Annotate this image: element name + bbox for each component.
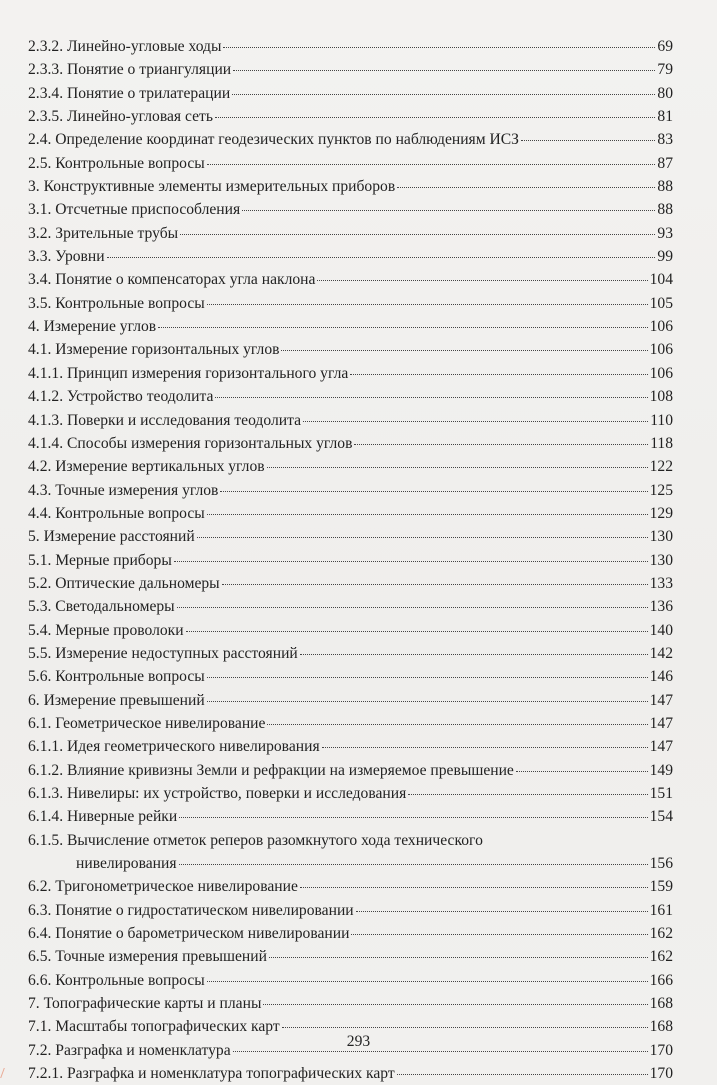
- toc-entry: [28, 362, 673, 385]
- toc-entry-title: 4.2. Измерение вертикальных углов: [28, 458, 265, 476]
- dot-leader: [222, 584, 648, 585]
- toc-entry-title: 5.4. Мерные проволоки: [28, 621, 184, 639]
- toc-entry-page: 83: [657, 131, 673, 149]
- toc-entry: [28, 969, 673, 992]
- toc-entry: [28, 549, 673, 572]
- toc-entry-page: 162: [649, 948, 673, 966]
- corner-mark: [0, 1068, 15, 1078]
- toc-entry: [28, 58, 673, 81]
- dot-leader: [215, 397, 647, 398]
- toc-entry-title: 2.3.2. Линейно-угловые ходы: [28, 38, 222, 55]
- toc-entry: [28, 128, 673, 151]
- toc-entry-title-line2: нивелирования: [76, 855, 177, 873]
- toc-entry-title: 4.3. Точные измерения углов: [28, 481, 219, 499]
- toc-entry-title: 5.6. Контрольные вопросы: [28, 668, 205, 686]
- toc-entry: [28, 945, 673, 968]
- toc-entry: [28, 175, 673, 198]
- toc-entry-title: 5. Измерение расстояний: [28, 528, 195, 546]
- toc-entry: [28, 875, 673, 898]
- dot-leader: [242, 210, 655, 211]
- dot-leader: [179, 864, 648, 865]
- toc-entry-page: 81: [657, 108, 673, 126]
- toc-entry: [28, 82, 673, 105]
- dot-leader: [207, 514, 648, 515]
- toc-entry-page: 168: [649, 1018, 673, 1036]
- dot-leader: [107, 257, 656, 258]
- toc-entry-page: 87: [657, 154, 673, 172]
- toc-entry-title: 5.2. Оптические дальномеры: [28, 574, 220, 592]
- toc-entry: [28, 595, 673, 618]
- toc-entry-page: 129: [649, 504, 673, 522]
- dot-leader: [215, 117, 655, 118]
- toc-entry-page: 170: [649, 1041, 673, 1059]
- dot-leader: [281, 350, 647, 351]
- toc-entry-title: 3. Конструктивные элементы измерительных приборов: [28, 178, 396, 196]
- dot-leader: [158, 327, 647, 328]
- toc-entry: [28, 432, 673, 455]
- dot-leader: [267, 467, 648, 468]
- toc-entry-page: 147: [649, 714, 673, 732]
- toc-entry-page: 105: [649, 294, 673, 312]
- toc-entry-title: 6.1.4. Ниверные рейки: [28, 808, 178, 826]
- toc-entry-page: 106: [649, 318, 673, 336]
- toc-entry-title: 6.1.1. Идея геометрического нивелирования: [28, 738, 320, 756]
- dot-leader: [207, 701, 648, 702]
- toc-entry-page: 93: [657, 224, 673, 242]
- toc-entry: [28, 455, 673, 478]
- toc-entry-title: 7.1. Масштабы топографических карт: [28, 1018, 280, 1036]
- toc-entry-title: 2.4. Определение координат геодезических пунктов по наблюдениям ИСЗ: [28, 131, 519, 149]
- dot-leader: [186, 631, 648, 632]
- toc-entry-title: 6.1.3. Нивелиры: их устройство, поверки и исследования: [28, 785, 407, 802]
- toc-entry-page: 156: [649, 855, 673, 873]
- toc-entry-page: 118: [650, 434, 673, 452]
- toc-entry: [28, 572, 673, 595]
- dot-leader: [233, 70, 655, 71]
- toc-entry-title: 6. Измерение превышений: [28, 691, 205, 709]
- dot-leader: [207, 164, 656, 165]
- toc-entry: [28, 759, 673, 782]
- toc-entry: [28, 525, 673, 548]
- toc-entry-page: 79: [657, 61, 673, 79]
- toc-entry-page: 69: [657, 38, 673, 55]
- dot-leader: [177, 607, 648, 608]
- toc-entry-title: 2.3.5. Линейно-угловая сеть: [28, 108, 213, 126]
- toc-entry-page: 104: [649, 271, 673, 289]
- toc-entry-page: 159: [649, 878, 673, 896]
- toc-entry: [28, 642, 673, 665]
- toc-entry-page: 149: [649, 761, 673, 779]
- toc-entry-page: 168: [649, 995, 673, 1013]
- toc-entry-page: 146: [649, 668, 673, 686]
- toc-entry: [28, 222, 673, 245]
- toc-entry-title: 2.5. Контрольные вопросы: [28, 154, 205, 172]
- dot-leader: [317, 280, 647, 281]
- toc-entry-page: 154: [649, 808, 673, 826]
- toc-entry: [28, 315, 673, 338]
- dot-leader: [197, 537, 648, 538]
- dot-leader: [223, 47, 655, 48]
- toc-entry-title: 6.6. Контрольные вопросы: [28, 971, 205, 989]
- toc-entry-page: 151: [649, 785, 673, 802]
- toc-entry-title: 4.1.3. Поверки и исследования теодолита: [28, 411, 302, 429]
- toc-entry: [28, 105, 673, 128]
- toc-entry-title: 3.5. Контрольные вопросы: [28, 294, 205, 312]
- dot-leader: [174, 561, 648, 562]
- dot-leader: [351, 934, 647, 935]
- toc-entry: [28, 409, 673, 432]
- toc-entry-title: 7.2.1. Разграфка и номенклатура топографических карт: [28, 1065, 395, 1083]
- toc-entry: [28, 689, 673, 712]
- dot-leader: [300, 654, 648, 655]
- dot-leader: [179, 817, 647, 818]
- dot-leader: [521, 140, 655, 141]
- toc-entry: [28, 619, 673, 642]
- toc-entry-page: 88: [657, 178, 673, 196]
- dot-leader: [232, 94, 655, 95]
- dot-leader: [220, 491, 647, 492]
- toc-entry-page: 106: [649, 341, 673, 359]
- toc-entry: [28, 152, 673, 175]
- toc-entry-title: 4.1. Измерение горизонтальных углов: [28, 341, 280, 359]
- toc-entry-title: 3.4. Понятие о компенсаторах угла наклона: [28, 271, 316, 289]
- toc-entry: [28, 782, 673, 805]
- toc-entry-title: 6.2. Тригонометрическое нивелирование: [28, 878, 298, 896]
- toc-entry: [28, 992, 673, 1015]
- dot-leader: [516, 771, 648, 772]
- toc-entry-title: 4. Измерение углов: [28, 318, 157, 336]
- toc-entry-title: 6.1.2. Влияние кривизны Земли и рефракции на измеряемое превышение: [28, 761, 514, 779]
- toc-entry: [28, 665, 673, 688]
- dot-leader: [180, 234, 655, 235]
- toc-entry-page: 147: [649, 691, 673, 709]
- toc-entry-title: 3.3. Уровни: [28, 248, 105, 266]
- toc-entry-wrapped: [28, 829, 673, 876]
- toc-entry-page: 170: [649, 1065, 673, 1083]
- table-of-contents: [28, 35, 673, 1085]
- toc-entry-title: 3.2. Зрительные трубы: [28, 224, 179, 242]
- dot-leader: [267, 724, 647, 725]
- toc-entry-title: 3.1. Отсчетные приспособления: [28, 201, 241, 219]
- toc-entry: [28, 922, 673, 945]
- dot-leader: [303, 421, 648, 422]
- dot-leader: [356, 911, 648, 912]
- toc-entry-title: 4.1.2. Устройство теодолита: [28, 388, 214, 406]
- toc-entry-page: 99: [657, 248, 673, 266]
- toc-entry: [28, 805, 673, 828]
- toc-entry-title: 7.2. Разграфка и номенклатура: [28, 1041, 231, 1059]
- toc-entry: [28, 268, 673, 291]
- toc-entry-title: 6.4. Понятие о барометрическом нивелировании: [28, 925, 350, 943]
- toc-entry: [28, 502, 673, 525]
- toc-entry: [28, 1062, 673, 1085]
- toc-entry-title: 2.3.3. Понятие о триангуляции: [28, 61, 232, 79]
- page-number: 293: [346, 1033, 371, 1050]
- toc-entry: [28, 35, 673, 58]
- toc-entry: [28, 338, 673, 361]
- toc-entry-page: 136: [649, 598, 673, 616]
- dot-leader: [269, 957, 648, 958]
- toc-entry-title: 6.5. Точные измерения превышений: [28, 948, 267, 966]
- toc-entry-title: 4.1.1. Принцип измерения горизонтального угла: [28, 364, 349, 382]
- dot-leader: [207, 677, 648, 678]
- toc-entry-title: 4.1.4. Способы измерения горизонтальных углов: [28, 434, 353, 452]
- toc-entry: [28, 899, 673, 922]
- toc-entry-page: 122: [649, 458, 673, 476]
- toc-entry: [28, 479, 673, 502]
- toc-entry-page: 88: [657, 201, 673, 219]
- toc-entry-title: 5.1. Мерные приборы: [28, 551, 172, 569]
- dot-leader: [354, 444, 648, 445]
- toc-entry-page: 80: [657, 84, 673, 102]
- toc-entry-title: 5.5. Измерение недоступных расстояний: [28, 644, 298, 662]
- toc-entry: [28, 198, 673, 221]
- toc-entry: [28, 735, 673, 758]
- dot-leader: [207, 304, 648, 305]
- dot-leader: [263, 1004, 647, 1005]
- toc-entry-page: 140: [649, 621, 673, 639]
- toc-entry-page: 130: [649, 528, 673, 546]
- toc-entry-title-line2-row: [28, 852, 673, 875]
- toc-entry-title-line1: 6.1.5. Вычисление отметок реперов разомкнутого хода технического: [28, 831, 483, 849]
- dot-leader: [207, 981, 648, 982]
- dot-leader: [397, 1074, 648, 1075]
- toc-entry-title: 6.1. Геометрическое нивелирование: [28, 714, 266, 732]
- toc-entry-page: 142: [649, 644, 673, 662]
- toc-entry-page: 108: [649, 388, 673, 406]
- toc-entry: [28, 292, 673, 315]
- dot-leader: [408, 794, 647, 795]
- toc-entry-page: 162: [649, 925, 673, 943]
- toc-entry-title: 5.3. Светодальномеры: [28, 598, 175, 616]
- toc-entry-page: 133: [649, 574, 673, 592]
- toc-entry-page: 147: [649, 738, 673, 756]
- dot-leader: [350, 374, 647, 375]
- toc-entry-page: 161: [649, 901, 673, 919]
- toc-entry-page: 125: [649, 481, 673, 499]
- toc-entry: [28, 245, 673, 268]
- toc-entry-title: 7. Топографические карты и планы: [28, 995, 262, 1013]
- dot-leader: [322, 747, 648, 748]
- toc-entry-title: 2.3.4. Понятие о трилатерации: [28, 84, 231, 102]
- toc-entry-page: 166: [649, 971, 673, 989]
- toc-entry-page: 106: [649, 364, 673, 382]
- toc-entry-title: 6.3. Понятие о гидростатическом нивелировании: [28, 901, 354, 919]
- toc-entry-title: 4.4. Контрольные вопросы: [28, 504, 205, 522]
- toc-entry-page: 130: [649, 551, 673, 569]
- dot-leader: [300, 887, 648, 888]
- toc-entry: [28, 385, 673, 408]
- toc-entry: [28, 712, 673, 735]
- toc-entry-page: 110: [650, 411, 673, 429]
- dot-leader: [282, 1027, 648, 1028]
- dot-leader: [397, 187, 655, 188]
